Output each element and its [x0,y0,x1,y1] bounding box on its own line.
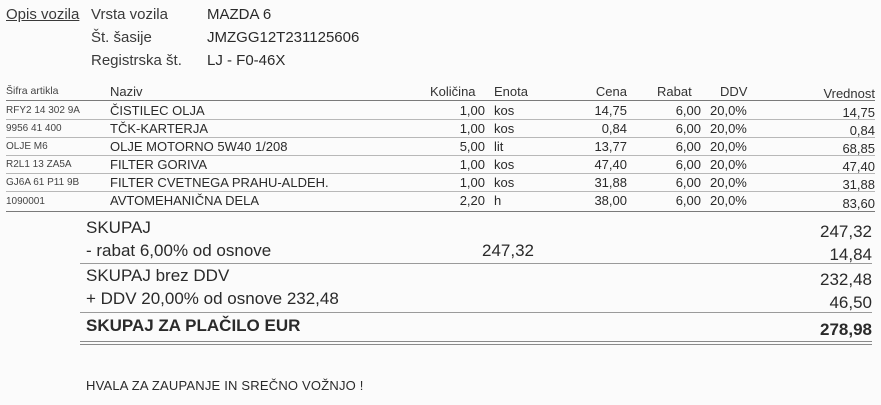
row-vat: 20,0% [710,139,747,154]
row-price: 13,77 [594,139,627,154]
grand-total-value: 278,98 [820,320,872,339]
row-price: 47,40 [594,157,627,172]
row-price: 38,00 [594,193,627,208]
registration-value: LJ - F0-46X [207,52,286,69]
subtotal-label: SKUPAJ [86,218,151,237]
grand-total-bottom-divider [80,341,872,342]
row-discount: 6,00 [675,139,701,154]
row-unit: kos [494,175,515,190]
row-price: 31,88 [594,175,627,190]
row-vat: 20,0% [710,175,747,190]
row-unit: lit [494,139,504,154]
row-value: 68,85 [842,141,875,156]
row-discount: 6,00 [675,121,701,136]
row-divider [6,191,875,192]
discount-value: 14,84 [829,245,872,264]
row-vat: 20,0% [710,103,747,118]
row-unit: h [494,193,502,208]
row-price: 0,84 [601,121,627,136]
row-divider [6,137,875,138]
row-qty: 1,00 [459,103,485,118]
row-value: 0,84 [849,123,875,138]
grand-total-bottom-divider-2 [80,344,872,345]
row-unit: kos [494,103,515,118]
row-divider [6,173,875,174]
row-vat: 20,0% [710,193,747,208]
discount-label: - rabat 6,00% od osnove [86,241,272,260]
registration-label: Registrska št. [91,52,182,69]
col-header-qty: Količina [430,84,476,99]
row-value: 14,75 [842,105,875,120]
row-vat: 20,0% [710,121,747,136]
row-value: 47,40 [842,159,875,174]
net-total-value: 232,48 [820,270,872,289]
row-code: 9956 41 400 [6,123,62,134]
row-code: RFY2 14 302 9A [6,105,80,116]
col-header-name: Naziv [110,84,143,99]
col-header-unit: Enota [494,84,528,99]
header-divider [6,100,875,101]
row-value: 83,60 [842,196,875,211]
col-header-code: Šifra artikla [6,85,59,97]
col-header-value: Vrednost [823,86,875,101]
discount-base: 247,32 [482,241,534,260]
row-code: OLJE M6 [6,141,48,152]
row-price: 14,75 [594,103,627,118]
vehicle-section-label: Opis vozila [6,6,80,23]
row-qty: 1,00 [459,175,485,190]
vat-value: 46,50 [829,293,872,312]
grand-total-label: SKUPAJ ZA PLAČILO EUR [86,316,301,335]
row-unit: kos [494,121,515,136]
chassis-value: JMZGG12T231125606 [207,29,360,46]
net-total-label: SKUPAJ brez DDV [86,266,230,285]
row-name: TČK-KARTERJA [110,121,208,136]
row-divider [6,155,875,156]
row-name: FILTER CVETNEGA PRAHU-ALDEH. [110,175,329,190]
col-header-discount: Rabat [657,84,692,99]
thank-you-message: HVALA ZA ZAUPANJE IN SREČNO VOŽNJO ! [86,378,364,393]
row-qty: 2,20 [459,193,485,208]
row-divider [6,119,875,120]
table-end-divider [6,211,875,212]
row-discount: 6,00 [675,175,701,190]
row-code: GJ6A 61 P11 9B [6,177,80,188]
row-code: 1090001 [6,196,45,207]
row-name: OLJE MOTORNO 5W40 1/208 [110,139,288,154]
row-name: FILTER GORIVA [110,157,208,172]
row-value: 31,88 [842,177,875,192]
row-code: R2L1 13 ZA5A [6,159,72,170]
row-name: AVTOMEHANIČNA DELA [110,193,260,208]
row-qty: 1,00 [459,121,485,136]
row-name: ČISTILEC OLJA [110,103,205,118]
col-header-vat: DDV [720,84,748,99]
row-discount: 6,00 [675,157,701,172]
col-header-price: Cena [595,84,627,99]
row-discount: 6,00 [675,103,701,118]
row-qty: 1,00 [459,157,485,172]
subtotal-value: 247,32 [820,222,872,241]
grand-total-top-divider [80,312,872,313]
vehicle-type-value: MAZDA 6 [207,6,272,23]
row-unit: kos [494,157,515,172]
chassis-label: Št. šasije [91,29,152,46]
vat-label: + DDV 20,00% od osnove 232,48 [86,289,339,308]
vehicle-type-label: Vrsta vozila [91,6,168,23]
row-qty: 5,00 [459,139,485,154]
row-discount: 6,00 [675,193,701,208]
subtotal-divider [80,263,872,264]
row-vat: 20,0% [710,157,747,172]
